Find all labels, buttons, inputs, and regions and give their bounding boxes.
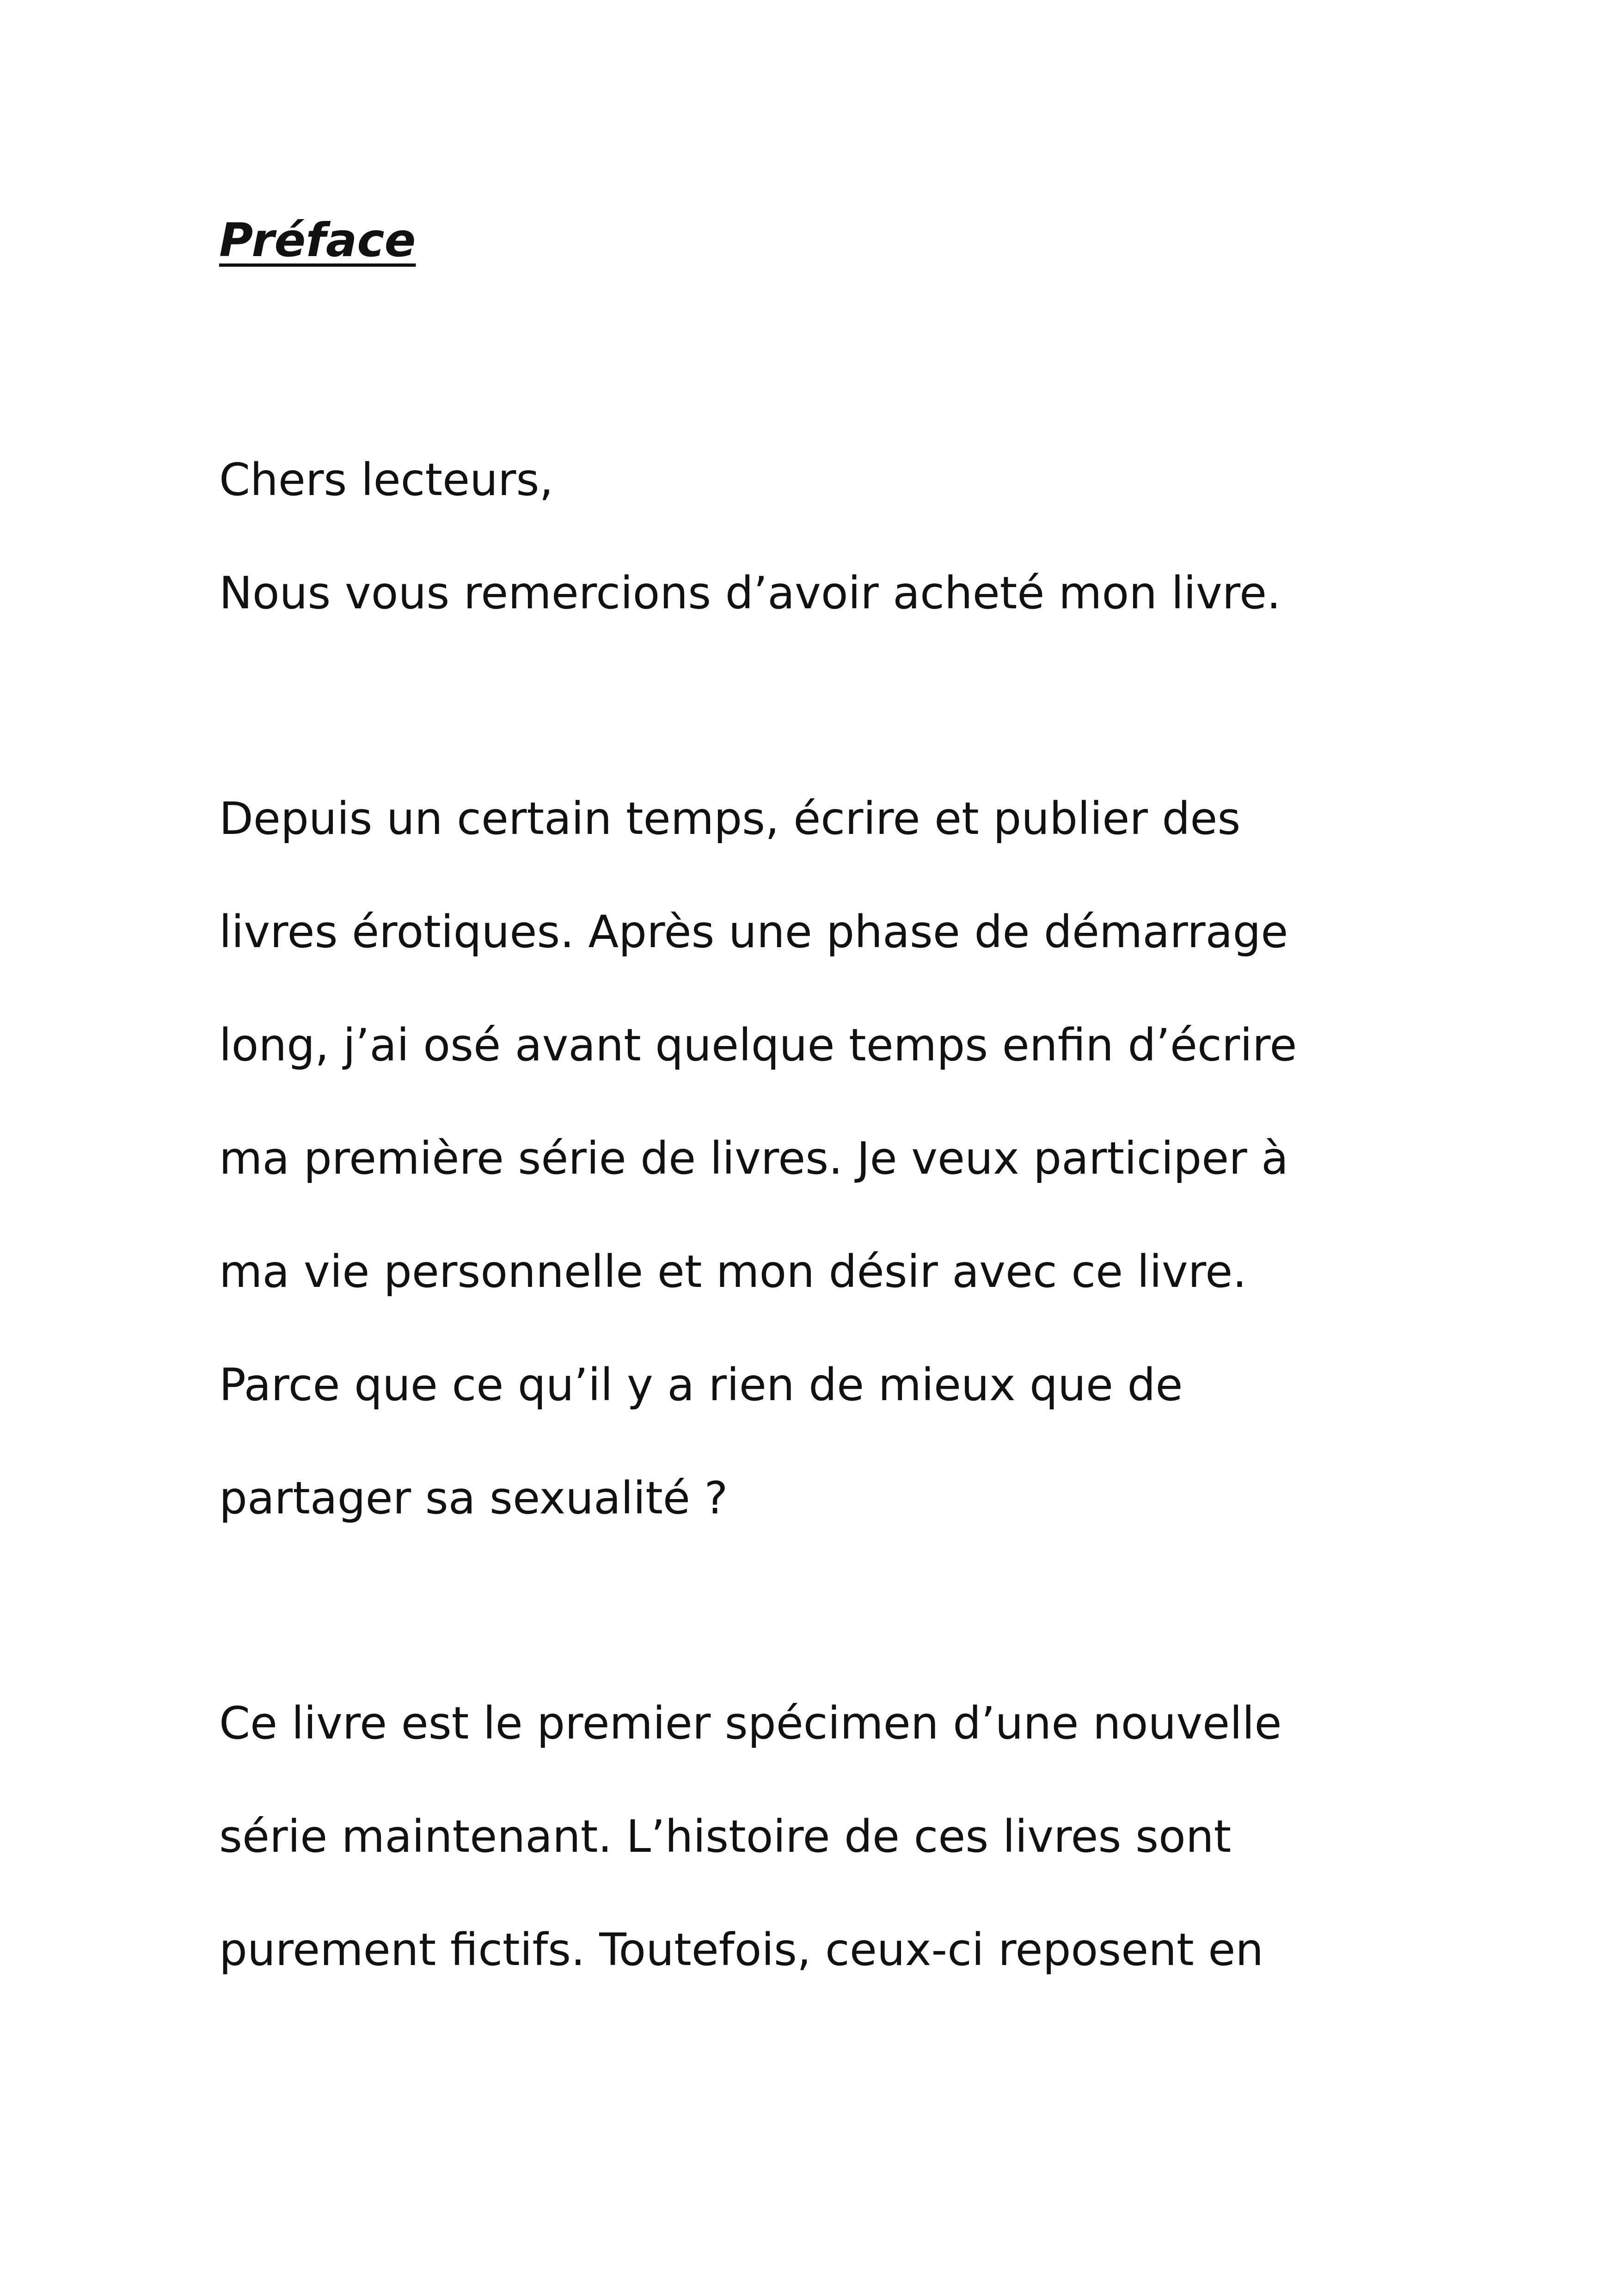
body-line-2: Nous vous remercions d’avoir acheté mon livre. (219, 567, 1281, 619)
body-line-7: ma vie personnelle et mon désir avec ce livre. (219, 1246, 1247, 1298)
body-line-11: série maintenant. L’histoire de ces livres sont (219, 1811, 1232, 1862)
page-heading: Préface (219, 213, 416, 267)
body-line-10: Ce livre est le premier spécimen d’une nouvelle (219, 1697, 1282, 1749)
body-line-4: livres érotiques. Après une phase de démarrage (219, 906, 1288, 958)
body-line-6: ma première série de livres. Je veux participer à (219, 1133, 1289, 1184)
body-line-12: purement fictifs. Toutefois, ceux-ci reposent en (219, 1924, 1264, 1976)
body-line-3: Depuis un certain temps, écrire et publier des (219, 793, 1241, 845)
body-line-8: Parce que ce qu’il y a rien de mieux que de (219, 1359, 1183, 1411)
body-line-9: partager sa sexualité ? (219, 1472, 728, 1524)
body-line-1: Chers lecteurs, (219, 454, 553, 506)
body-line-5: long, j’ai osé avant quelque temps enfin d’écrire (219, 1019, 1297, 1071)
